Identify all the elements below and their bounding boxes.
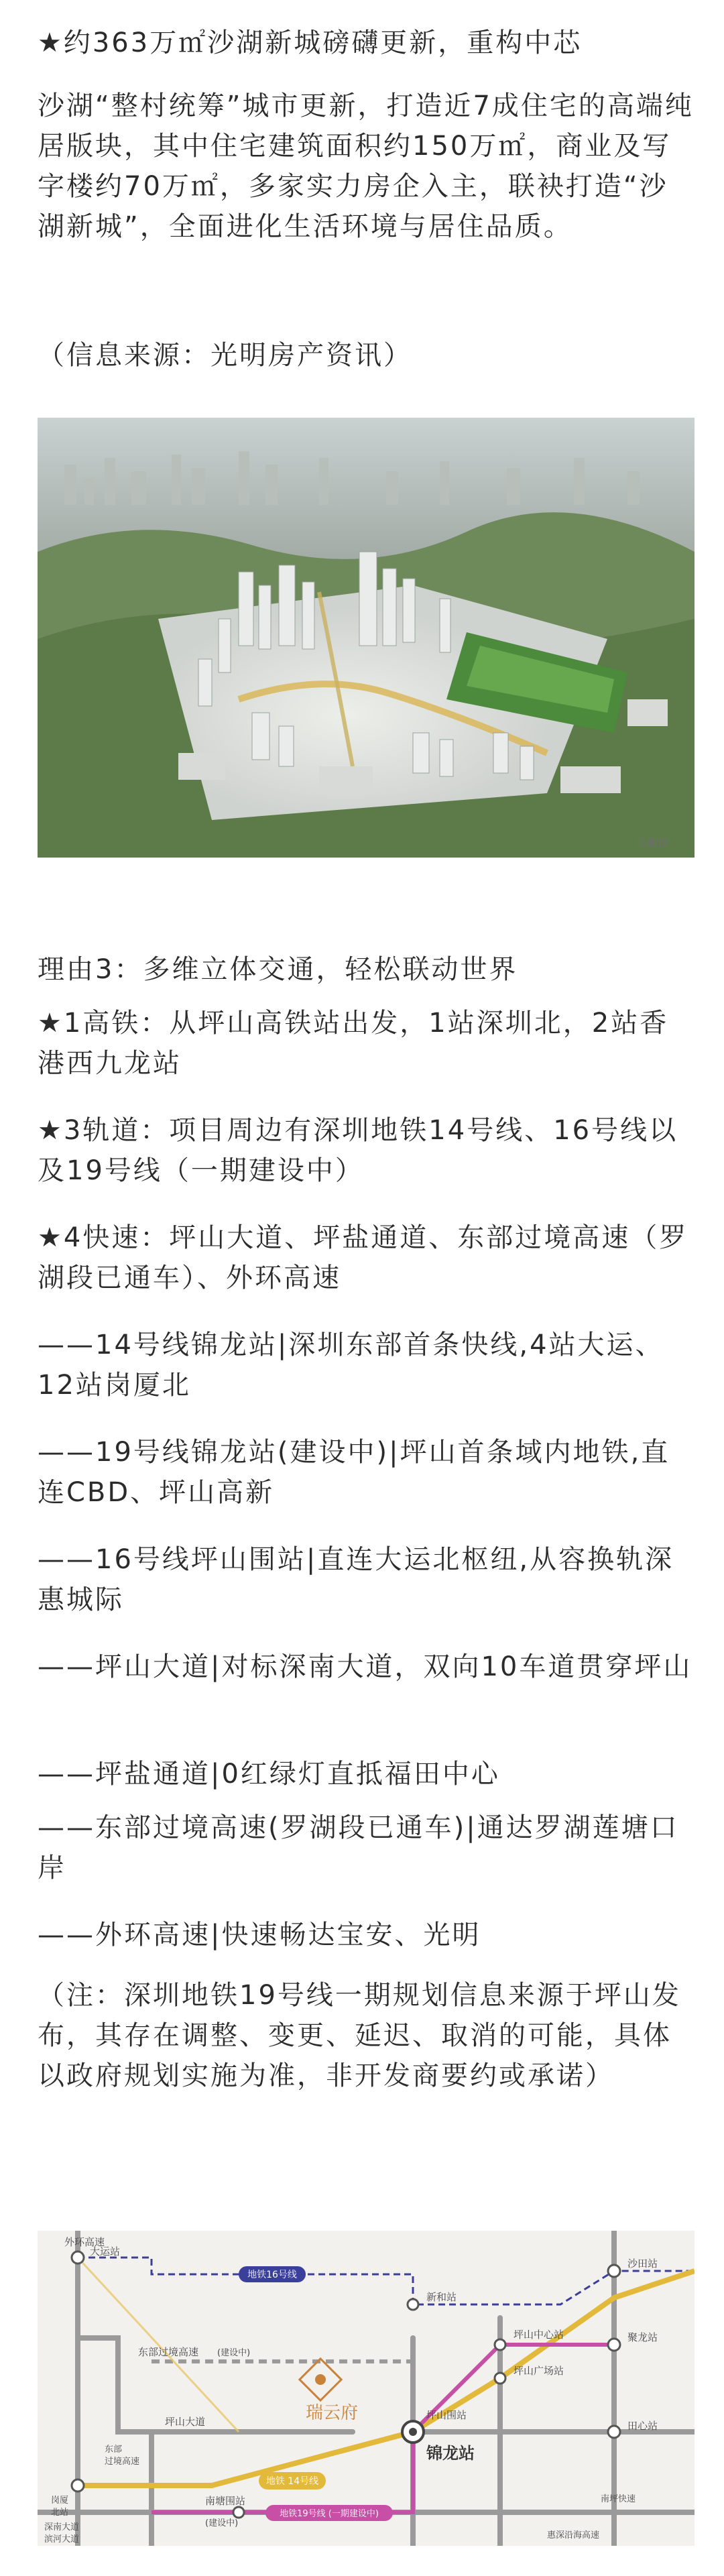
reason-hsr: ★1高铁：从坪山高铁站出发，1站深圳北，2站香港西九龙站 <box>38 1008 669 1079</box>
line-tag: 地铁16号线 <box>247 2270 297 2280</box>
station-label: 岗厦 <box>51 2496 69 2506</box>
road-label: 南坪快速 <box>601 2494 636 2504</box>
road-label: 滨河大道 <box>44 2534 80 2544</box>
road-status: (建设中) <box>217 2348 251 2358</box>
detail-item: ——14号线锦龙站|深圳东部首条快线,4站大运、12站岗厦北 <box>38 1330 664 1401</box>
road-label: 东部 <box>105 2445 123 2455</box>
reason-title: 理由3：多维立体交通，轻松联动世界 <box>38 954 518 985</box>
aerial-render-drawing <box>38 418 695 858</box>
station-status: (建设中) <box>205 2518 239 2528</box>
station-label: 沙田站 <box>627 2258 658 2270</box>
station-label: 新和站 <box>426 2291 457 2303</box>
detail-item: ——坪盐通道|0红绿灯直抵福田中心 <box>38 1759 500 1790</box>
reason-express: ★4快速：坪山大道、坪盐通道、东部过境高速（罗湖段已通车）、外环高速 <box>38 1222 688 1293</box>
station-label: 坪山围站 <box>426 2409 467 2421</box>
line-tag: 地铁 14号线 <box>265 2476 319 2487</box>
transit-map <box>38 2231 695 2546</box>
station-label: 坪山中心站 <box>514 2329 564 2341</box>
detail-item: ——16号线坪山围站|直连大运北枢纽,从容换轨深惠城际 <box>38 1544 674 1615</box>
intro-headline: ★约363万㎡沙湖新城磅礴更新，重构中芯 <box>38 27 583 58</box>
transit-map-drawing <box>38 2231 695 2546</box>
aerial-caption: 鸟瞰图 <box>636 837 669 850</box>
disclaimer-note: （注：深圳地铁19号线一期规划信息来源于坪山发布，其存在调整、变更、延迟、取消的可能，具体以政府规划实施为准，非开发商要约或承诺） <box>38 1980 681 2091</box>
project-name: 瑞云府 <box>306 2403 359 2423</box>
road-label: 惠深沿海高速 <box>547 2530 600 2540</box>
detail-item: ——19号线锦龙站(建设中)|坪山首条域内地铁,直连CBD、坪山高新 <box>38 1437 670 1508</box>
reason-rail: ★3轨道：项目周边有深圳地铁14号线、16号线以及19号线（一期建设中） <box>38 1115 678 1186</box>
road-label: 坪山大道 <box>165 2416 206 2428</box>
station-label: 田心站 <box>627 2420 658 2432</box>
station-label-jinlong: 锦龙站 <box>426 2444 475 2463</box>
detail-item: ——外环高速|快速畅达宝安、光明 <box>38 1920 481 1950</box>
line-tag: 地铁19号线 (一期建设中) <box>280 2509 379 2519</box>
road-label: 深南大道 <box>44 2522 80 2532</box>
road-label: 外环高速 <box>64 2236 105 2248</box>
station-label: 南塘围站 <box>205 2495 246 2507</box>
aerial-render-image <box>38 418 695 858</box>
intro-source: （信息来源：光明房产资讯） <box>38 340 412 371</box>
road-label: 东部过境高速 <box>138 2346 199 2358</box>
station-label: 大运站 <box>90 2245 121 2258</box>
detail-item: ——东部过境高速(罗湖段已通车)|通达罗湖莲塘口岸 <box>38 1812 679 1883</box>
road-label: 过境高速 <box>105 2457 140 2467</box>
intro-body: 沙湖“整村统筹”城市更新，打造近7成住宅的高端纯居版块，其中住宅建筑面积约150万㎡，商业及写字楼约70万㎡，多家实力房企入主，联袂打造“沙湖新城”，全面进化生活环境与居住品质。 <box>38 91 694 242</box>
station-label: 北站 <box>51 2508 69 2518</box>
station-label: 坪山广场站 <box>514 2365 564 2377</box>
station-label: 聚龙站 <box>627 2331 658 2343</box>
detail-item: ——坪山大道|对标深南大道，双向10车道贯穿坪山 <box>38 1651 692 1682</box>
